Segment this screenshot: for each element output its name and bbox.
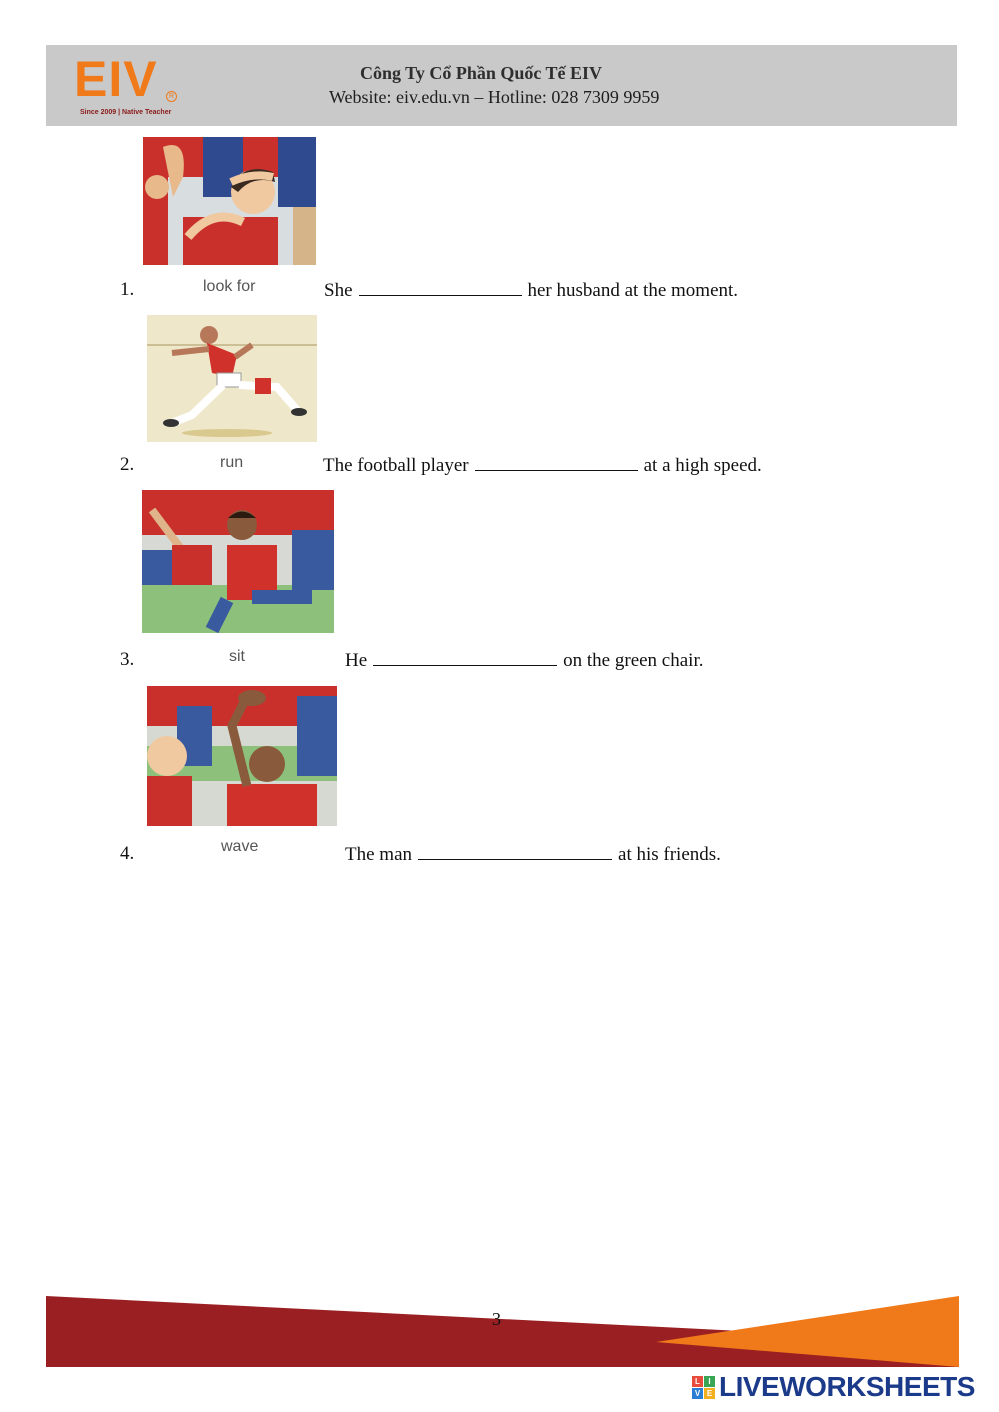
exercise-1-image [143,137,316,265]
company-name: Công Ty Cổ Phần Quốc Tế EIV [360,63,603,83]
exercise-4-number: 4. [120,843,135,864]
exercise-4-after: at his friends. [618,844,721,865]
exercise-3-answer-blank[interactable] [373,649,557,666]
exercise-1-answer-blank[interactable] [359,279,522,296]
liveworksheets-logo [692,1372,975,1402]
lw-block-e: E [704,1388,715,1399]
lw-block-l: L [692,1376,703,1387]
exercise-3-image [142,490,334,633]
lw-block-v: V [692,1388,703,1399]
exercise-4-image [147,686,337,826]
eiv-logo [74,51,184,119]
exercise-4-before: The man [345,844,413,865]
page-number: 3 [492,1309,501,1329]
exercise-2-before: The football player [323,455,469,476]
runner-illustration [147,315,317,442]
exercise-4-sentence [345,843,721,866]
exercise-3-verb: sit [229,648,245,665]
exercise-2-number: 2. [120,454,135,475]
page-header [46,45,957,126]
waving-man-illustration [147,686,337,826]
exercise-2-after: at a high speed. [643,455,762,476]
exercise-3-number: 3. [120,649,135,670]
registered-icon: R [166,91,177,102]
exercise-4-answer-blank[interactable] [418,843,612,860]
footer-band [46,1292,959,1367]
liveworksheets-text: LIVEWORKSHEETS [719,1371,975,1402]
exercise-3-before: He [345,650,368,671]
exercise-1-after: her husband at the moment. [527,280,739,301]
company-contact: Website: eiv.edu.vn – Hotline: 028 7309 9959 [329,87,660,107]
liveworksheets-icon [692,1376,715,1399]
exercise-1-before: She [324,280,353,301]
exercise-2-answer-blank[interactable] [475,454,638,471]
exercise-1-sentence [324,279,738,302]
logo-tagline: Since 2009 | Native Teacher [80,109,172,116]
exercise-3-sentence [345,649,704,672]
sitting-man-illustration [142,490,334,633]
exercise-1-verb: look for [203,278,256,295]
exercise-2-image [147,315,317,442]
exercise-2-sentence [323,454,762,477]
exercise-1-number: 1. [120,279,135,300]
exercise-3-after: on the green chair. [563,650,704,671]
logo-letters: EIV [74,51,158,107]
exercise-2-verb: run [220,454,244,471]
exercise-4-verb: wave [221,838,259,855]
woman-looking-illustration [143,137,316,265]
lw-block-i: I [704,1376,715,1387]
